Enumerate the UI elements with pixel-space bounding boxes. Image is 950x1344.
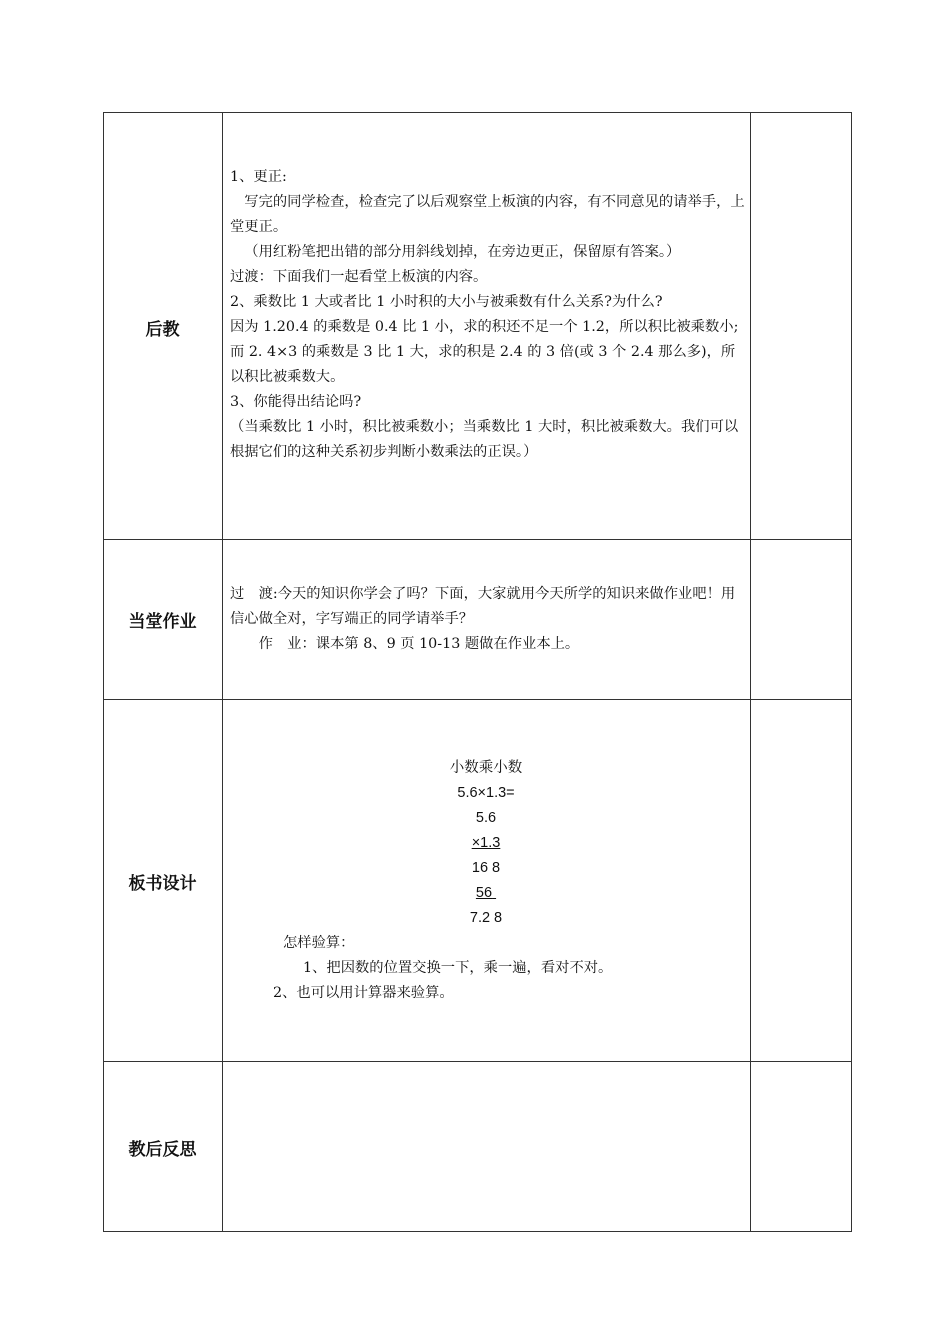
blackboard-title: 小数乘小数 xyxy=(449,760,523,776)
text-line: 作 业：课本第 8、9 页 10-13 题做在作业本上。 xyxy=(258,636,580,652)
text-line: 写完的同学检查，检查完了以后观察堂上板演的内容，有不同意见的请举手，上堂更正。 xyxy=(230,194,745,235)
lesson-plan-table xyxy=(103,112,852,1231)
table-row-houjiao xyxy=(103,112,852,540)
row-label: 当堂作业 xyxy=(128,612,197,632)
table-row-reflection xyxy=(103,1061,852,1232)
row-label: 板书设计 xyxy=(128,874,197,894)
text-line: 3、你能得出结论吗? xyxy=(230,394,362,410)
calc-underlined: 56 xyxy=(475,885,493,901)
calc-line: 7.2 8 xyxy=(469,910,503,926)
row-label: 后教 xyxy=(145,320,180,340)
text-line: 过渡：下面我们一起看堂上板演的内容。 xyxy=(230,269,488,285)
table-row-homework xyxy=(103,539,852,700)
calc-line xyxy=(222,881,750,906)
verify-title: 怎样验算： xyxy=(283,935,355,951)
text-line: 1、更正: xyxy=(230,169,287,185)
calc-line: 16 8 xyxy=(471,860,501,876)
row-content xyxy=(230,165,746,465)
verify-item: 2、也可以用计算器来验算。 xyxy=(273,985,454,1001)
verify-item: 1、把因数的位置交换一下，乘一遍，看对不对。 xyxy=(303,960,613,976)
text-line: 2、乘数比 1 大或者比 1 小时积的大小与被乘数有什么关系?为什么? xyxy=(230,294,663,310)
calc-line: ×1.3 xyxy=(471,835,501,851)
text-line: （当乘数比 1 小时，积比被乘数小；当乘数比 1 大时，积比被乘数大。我们可以根据它们的这种关系初步判断小数乘法的正误。） xyxy=(230,419,739,460)
row-content xyxy=(230,582,746,657)
text-line: 过 渡:今天的知识你学会了吗？下面，大家就用今天所学的知识来做作业吧！用信心做全对，字写端正的同学请举手？ xyxy=(230,586,736,627)
table-row-blackboard xyxy=(103,699,852,1062)
text-line: （用红粉笔把出错的部分用斜线划掉，在旁边更正，保留原有答案。） xyxy=(244,244,681,260)
text-line: 因为 1.20.4 的乘数是 0.4 比 1 小，求的积还不足一个 1.2，所以积比被乘数小; 而 2. 4×3 的乘数是 3 比 1 大，求的积是 2.4 的 3 倍(或 3 个 2.4 那么多)，所以积比被乘数大。 xyxy=(230,319,739,385)
calc-line: 5.6×1.3= xyxy=(457,785,515,801)
calc-line: 5.6 xyxy=(475,810,497,826)
row-label: 教后反思 xyxy=(128,1140,197,1160)
blackboard-calc xyxy=(222,756,750,931)
